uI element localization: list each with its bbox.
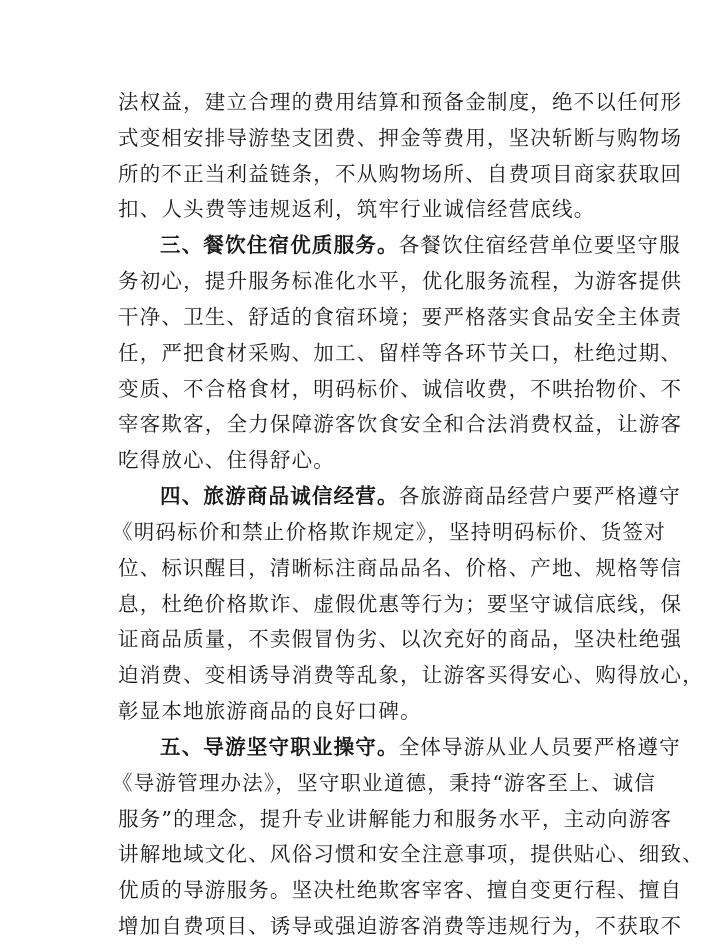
text-line: 干净、卫生、舒适的食宿环境；要严格落实食品安全主体责 (118, 305, 683, 329)
text-line: 彰显本地旅游商品的良好口碑。 (118, 699, 422, 723)
section-heading: 五、导游坚守职业操守。 (160, 735, 399, 759)
text-line: 讲解地域文化、风俗习惯和安全注意事项，提供贴心、细致、 (118, 842, 704, 866)
text-line: 务初心，提升服务标准化水平，优化服务流程，为游客提供 (118, 269, 683, 293)
text-line: 服务”的理念，提升专业讲解能力和服务水平，主动向游客 (118, 807, 673, 831)
text-line: 迫消费、变相诱导消费等乱象，让游客买得安心、购得放心， (118, 663, 704, 687)
section-heading: 三、餐饮住宿优质服务。 (160, 233, 399, 257)
text-line: 息，杜绝价格欺诈、虚假优惠等行为；要坚守诚信底线，保 (118, 592, 683, 616)
text-line: 位、标识醒目，清晰标注商品品名、价格、产地、规格等信 (118, 556, 683, 580)
text-line: 宰客欺客，全力保障游客饮食安全和合法消费权益，让游客 (118, 412, 683, 436)
text-line: 增加自费项目、诱导或强迫游客消费等违规行为，不获取不 (118, 914, 683, 938)
text-span: 各餐饮住宿经营单位要坚守服 (398, 233, 681, 257)
text-line: 所的不正当利益链条，不从购物场所、自费项目商家获取回 (118, 162, 683, 186)
text-line: 吃得放心、住得舒心。 (118, 448, 335, 472)
section-heading: 四、旅游商品诚信经营。 (160, 484, 399, 508)
text-line: 任，严把食材采购、加工、留样等各环节关口，杜绝过期、 (118, 341, 683, 365)
text-line: 式变相安排导游垫支团费、押金等费用，坚决斩断与购物场 (118, 126, 683, 150)
section-line (0, 733, 712, 761)
text-line: 《导游管理办法》，坚守职业道德，秉持“游客至上、诚信 (112, 771, 656, 795)
text-line: 《明码标价和禁止价格欺诈规定》，坚持明码标价、货签对 (112, 520, 666, 544)
text-line: 变质、不合格食材，明码标价、诚信收费，不哄抬物价、不 (118, 377, 683, 401)
text-span: 全体导游从业人员要严格遵守 (398, 735, 681, 759)
section-line (0, 482, 712, 510)
text-line: 优质的导游服务。坚决杜绝欺客宰客、擅自变更行程、擅自 (118, 878, 683, 902)
text-line: 法权益，建立合理的费用结算和预备金制度，绝不以任何形 (118, 90, 683, 114)
text-span: 各旅游商品经营户要严格遵守 (398, 484, 681, 508)
text-line: 扣、人头费等违规返利，筑牢行业诚信经营底线。 (118, 197, 596, 221)
text-line: 证商品质量，不卖假冒伪劣、以次充好的商品，坚决杜绝强 (118, 627, 683, 651)
section-line (0, 231, 712, 259)
